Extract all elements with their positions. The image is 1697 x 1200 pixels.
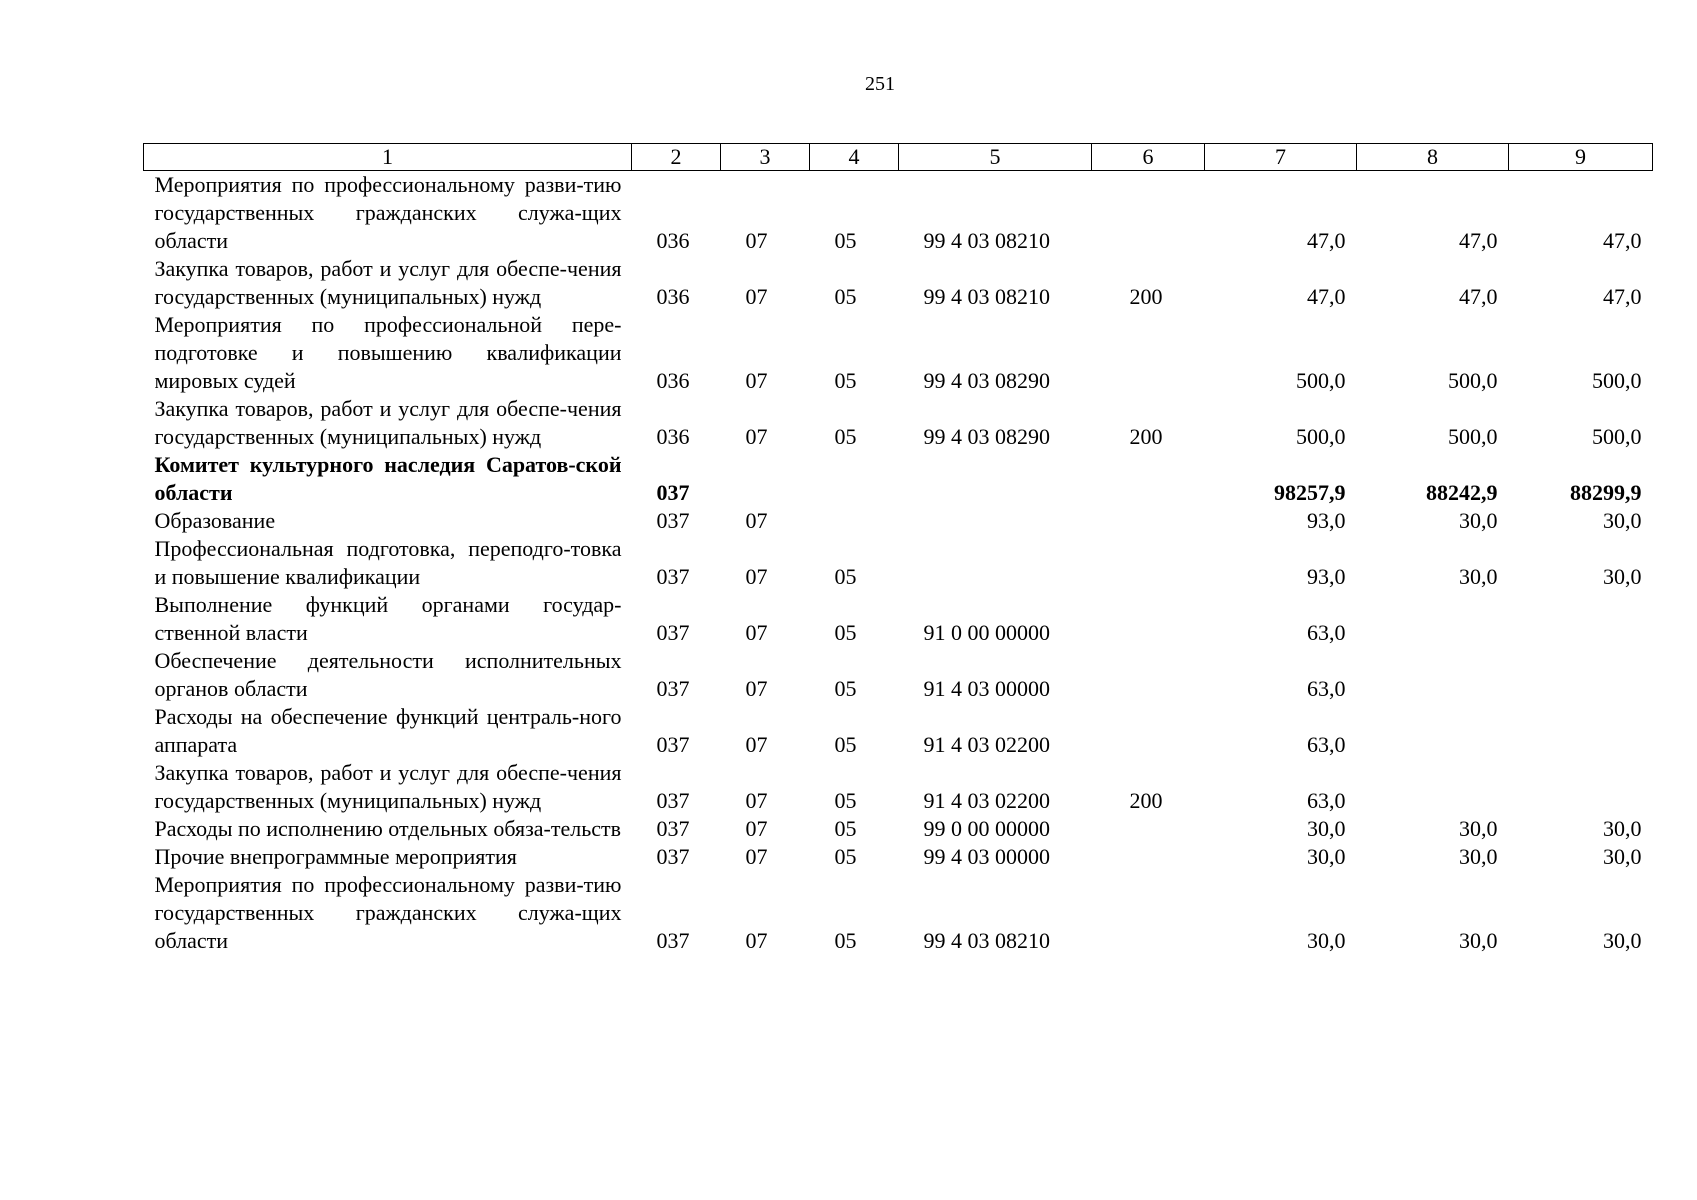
cell-department: 037 [656, 788, 690, 813]
header-row [144, 144, 1653, 171]
cell-department: 037 [656, 620, 690, 645]
cell-amount-col8: 30,0 [1459, 816, 1498, 841]
cell-subsection: 05 [834, 228, 857, 253]
column-header-7: 7 [1205, 144, 1357, 171]
cell-amount-col9: 500,0 [1592, 368, 1642, 393]
row-name: Прочие внепрограммные мероприятия [154, 844, 517, 869]
cell-amount-col7: 47,0 [1307, 284, 1346, 309]
row-name: Закупка товаров, работ и услуг для обеспе-чения государственных (муниципальных) нужд [154, 396, 622, 449]
cell-department: 037 [656, 480, 690, 505]
cell-section [721, 451, 810, 507]
cell-target-article: 91 0 00 00000 [923, 620, 1050, 645]
budget-table [143, 143, 1653, 955]
cell-amount-col9: 88299,9 [1570, 480, 1642, 505]
cell-amount-col8 [1357, 759, 1509, 815]
table-row [144, 647, 1653, 703]
cell-amount-col9: 500,0 [1592, 424, 1642, 449]
cell-section: 07 [745, 228, 768, 253]
table-row [144, 507, 1653, 535]
cell-amount-col8 [1357, 647, 1509, 703]
cell-expense-type [1092, 843, 1205, 871]
cell-amount-col7: 500,0 [1296, 368, 1346, 393]
cell-target-article: 91 4 03 02200 [923, 788, 1050, 813]
cell-expense-type [1092, 311, 1205, 395]
cell-target-article: 91 4 03 00000 [923, 676, 1050, 701]
cell-amount-col8: 30,0 [1459, 508, 1498, 533]
cell-target-article: 99 4 03 08290 [923, 368, 1050, 393]
cell-target-article: 99 0 00 00000 [923, 816, 1050, 841]
cell-section: 07 [745, 424, 768, 449]
cell-subsection [810, 507, 899, 535]
cell-amount-col9 [1509, 591, 1653, 647]
column-header-4: 4 [810, 144, 899, 171]
cell-section: 07 [745, 676, 768, 701]
cell-department: 037 [656, 844, 690, 869]
cell-subsection [810, 451, 899, 507]
table-row [144, 311, 1653, 395]
row-name: Закупка товаров, работ и услуг для обеспе-чения государственных (муниципальных) нужд [154, 760, 622, 813]
cell-subsection: 05 [834, 816, 857, 841]
cell-section: 07 [745, 508, 768, 533]
cell-amount-col8: 30,0 [1459, 928, 1498, 953]
cell-section: 07 [745, 564, 768, 589]
cell-amount-col7: 93,0 [1307, 564, 1346, 589]
table-row [144, 255, 1653, 311]
row-name: Обеспечение деятельности исполнительных органов области [154, 648, 622, 701]
column-header-3: 3 [721, 144, 810, 171]
row-name: Выполнение функций органами государ-ственной власти [154, 592, 622, 645]
cell-section: 07 [745, 368, 768, 393]
cell-expense-type [1092, 871, 1205, 955]
cell-target-article: 91 4 03 02200 [923, 732, 1050, 757]
cell-subsection: 05 [834, 284, 857, 309]
cell-department: 036 [656, 368, 690, 393]
cell-amount-col9: 30,0 [1603, 844, 1642, 869]
table-header [144, 144, 1653, 171]
row-name: Расходы по исполнению отдельных обяза-тельств [154, 816, 622, 841]
cell-amount-col7: 30,0 [1307, 844, 1346, 869]
cell-amount-col7: 93,0 [1307, 508, 1346, 533]
cell-amount-col9: 47,0 [1603, 228, 1642, 253]
cell-amount-col8: 30,0 [1459, 564, 1498, 589]
cell-amount-col7: 63,0 [1307, 620, 1346, 645]
row-name: Расходы на обеспечение функций централь-ного аппарата [154, 704, 622, 757]
column-header-9: 9 [1509, 144, 1653, 171]
row-name: Комитет культурного наследия Саратов-ской области [154, 452, 622, 505]
column-header-1: 1 [144, 144, 632, 171]
cell-target-article [899, 535, 1092, 591]
table-row [144, 591, 1653, 647]
cell-amount-col9 [1509, 703, 1653, 759]
column-header-8: 8 [1357, 144, 1509, 171]
table-row [144, 171, 1653, 256]
cell-target-article: 99 4 03 08210 [923, 928, 1050, 953]
cell-amount-col8 [1357, 591, 1509, 647]
cell-department: 036 [656, 284, 690, 309]
cell-amount-col7: 63,0 [1307, 732, 1346, 757]
cell-expense-type: 200 [1129, 284, 1163, 309]
cell-department: 037 [656, 676, 690, 701]
cell-section: 07 [745, 620, 768, 645]
row-name: Закупка товаров, работ и услуг для обеспе-чения государственных (муниципальных) нужд [154, 256, 622, 309]
table-row [144, 815, 1653, 843]
cell-target-article: 99 4 03 08210 [923, 228, 1050, 253]
cell-expense-type [1092, 451, 1205, 507]
cell-amount-col8 [1357, 703, 1509, 759]
cell-expense-type: 200 [1129, 788, 1163, 813]
table-row [144, 535, 1653, 591]
table-row [144, 451, 1653, 507]
cell-amount-col8: 47,0 [1459, 284, 1498, 309]
row-name: Мероприятия по профессиональной пере-подготовке и повышению квалификации мировых судей [154, 312, 622, 393]
cell-subsection: 05 [834, 368, 857, 393]
column-header-5: 5 [899, 144, 1092, 171]
cell-subsection: 05 [834, 676, 857, 701]
column-header-6: 6 [1092, 144, 1205, 171]
table-row [144, 759, 1653, 815]
row-name: Профессиональная подготовка, переподго-товка и повышение квалификации [154, 536, 622, 589]
cell-section: 07 [745, 816, 768, 841]
column-header-2: 2 [632, 144, 721, 171]
cell-target-article [899, 451, 1092, 507]
page-number: 251 [865, 73, 895, 95]
cell-target-article: 99 4 03 08210 [923, 284, 1050, 309]
cell-amount-col7: 63,0 [1307, 676, 1346, 701]
row-name: Образование [154, 508, 276, 533]
cell-amount-col9: 47,0 [1603, 284, 1642, 309]
cell-section: 07 [745, 788, 768, 813]
cell-expense-type [1092, 507, 1205, 535]
cell-subsection: 05 [834, 564, 857, 589]
cell-section: 07 [745, 284, 768, 309]
table-row [144, 395, 1653, 451]
cell-amount-col7: 63,0 [1307, 788, 1346, 813]
cell-subsection: 05 [834, 844, 857, 869]
cell-amount-col9: 30,0 [1603, 928, 1642, 953]
cell-expense-type [1092, 591, 1205, 647]
table-body [144, 171, 1653, 956]
cell-amount-col7: 500,0 [1296, 424, 1346, 449]
cell-target-article: 99 4 03 00000 [923, 844, 1050, 869]
cell-amount-col7: 30,0 [1307, 816, 1346, 841]
cell-subsection: 05 [834, 424, 857, 449]
cell-subsection: 05 [834, 732, 857, 757]
table-row [144, 843, 1653, 871]
row-name: Мероприятия по профессиональному разви-тию государственных гражданских служа-щих области [154, 872, 622, 953]
cell-section: 07 [745, 844, 768, 869]
cell-amount-col7: 30,0 [1307, 928, 1346, 953]
cell-amount-col9 [1509, 759, 1653, 815]
cell-subsection: 05 [834, 928, 857, 953]
cell-subsection: 05 [834, 620, 857, 645]
cell-expense-type [1092, 647, 1205, 703]
cell-department: 036 [656, 228, 690, 253]
cell-amount-col8: 500,0 [1448, 424, 1498, 449]
cell-department: 037 [656, 732, 690, 757]
cell-department: 036 [656, 424, 690, 449]
row-name: Мероприятия по профессиональному разви-тию государственных гражданских служа-щих области [154, 172, 622, 253]
table-row [144, 871, 1653, 955]
cell-section: 07 [745, 732, 768, 757]
cell-expense-type [1092, 535, 1205, 591]
cell-target-article: 99 4 03 08290 [923, 424, 1050, 449]
cell-expense-type: 200 [1129, 424, 1163, 449]
table-row [144, 703, 1653, 759]
cell-target-article [899, 507, 1092, 535]
cell-amount-col8: 88242,9 [1426, 480, 1498, 505]
cell-amount-col7: 47,0 [1307, 228, 1346, 253]
cell-department: 037 [656, 928, 690, 953]
cell-department: 037 [656, 564, 690, 589]
cell-expense-type [1092, 815, 1205, 843]
cell-amount-col8: 30,0 [1459, 844, 1498, 869]
cell-department: 037 [656, 508, 690, 533]
cell-amount-col8: 47,0 [1459, 228, 1498, 253]
cell-amount-col9: 30,0 [1603, 816, 1642, 841]
cell-section: 07 [745, 928, 768, 953]
cell-expense-type [1092, 171, 1205, 256]
cell-amount-col9 [1509, 647, 1653, 703]
cell-amount-col9: 30,0 [1603, 508, 1642, 533]
cell-subsection: 05 [834, 788, 857, 813]
cell-amount-col7: 98257,9 [1274, 480, 1346, 505]
cell-amount-col8: 500,0 [1448, 368, 1498, 393]
cell-expense-type [1092, 703, 1205, 759]
cell-amount-col9: 30,0 [1603, 564, 1642, 589]
cell-department: 037 [656, 816, 690, 841]
